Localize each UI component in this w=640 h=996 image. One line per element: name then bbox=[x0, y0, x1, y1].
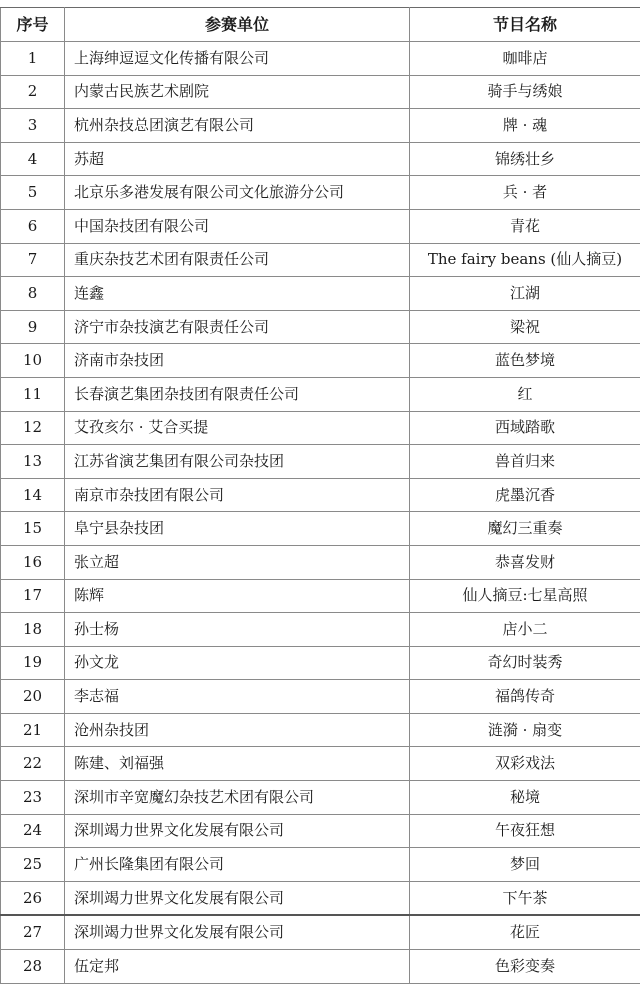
row-program: 涟漪 · 扇变 bbox=[410, 713, 640, 747]
row-program: 秘境 bbox=[410, 781, 640, 815]
table-body bbox=[1, 42, 640, 984]
row-unit: 李志福 bbox=[65, 680, 410, 714]
row-unit: 深圳竭力世界文化发展有限公司 bbox=[65, 881, 410, 915]
row-unit: 深圳竭力世界文化发展有限公司 bbox=[65, 814, 410, 848]
row-number: 5 bbox=[1, 176, 65, 210]
row-program: The fairy beans (仙人摘豆) bbox=[410, 243, 640, 277]
row-program: 恭喜发财 bbox=[410, 545, 640, 579]
row-program: 色彩变奏 bbox=[410, 950, 640, 984]
row-number: 19 bbox=[1, 646, 65, 680]
row-unit: 杭州杂技总团演艺有限公司 bbox=[65, 109, 410, 143]
row-program: 牌 · 魂 bbox=[410, 109, 640, 143]
row-program: 咖啡店 bbox=[410, 42, 640, 76]
table-row bbox=[1, 109, 640, 143]
row-unit: 上海绅逗逗文化传播有限公司 bbox=[65, 42, 410, 76]
row-unit: 陈建、刘福强 bbox=[65, 747, 410, 781]
table-row bbox=[1, 613, 640, 647]
row-program: 锦绣壮乡 bbox=[410, 142, 640, 176]
row-number: 13 bbox=[1, 445, 65, 479]
table-row bbox=[1, 781, 640, 815]
row-program: 红 bbox=[410, 377, 640, 411]
table-row bbox=[1, 277, 640, 311]
header-unit: 参赛单位 bbox=[65, 8, 410, 42]
row-unit: 孙文龙 bbox=[65, 646, 410, 680]
row-unit: 济南市杂技团 bbox=[65, 344, 410, 378]
row-unit: 沧州杂技团 bbox=[65, 713, 410, 747]
row-number: 22 bbox=[1, 747, 65, 781]
table-row bbox=[1, 747, 640, 781]
row-program: 虎墨沉香 bbox=[410, 478, 640, 512]
row-program: 骑手与绣娘 bbox=[410, 75, 640, 109]
table-row bbox=[1, 75, 640, 109]
row-program: 午夜狂想 bbox=[410, 814, 640, 848]
row-number: 24 bbox=[1, 814, 65, 848]
row-number: 9 bbox=[1, 310, 65, 344]
row-program: 奇幻时装秀 bbox=[410, 646, 640, 680]
row-unit: 中国杂技团有限公司 bbox=[65, 209, 410, 243]
table-row bbox=[1, 209, 640, 243]
table-row bbox=[1, 310, 640, 344]
row-unit: 连鑫 bbox=[65, 277, 410, 311]
row-program: 店小二 bbox=[410, 613, 640, 647]
row-unit: 艾孜亥尔 · 艾合买提 bbox=[65, 411, 410, 445]
row-number: 7 bbox=[1, 243, 65, 277]
row-unit: 深圳竭力世界文化发展有限公司 bbox=[65, 915, 410, 949]
row-unit: 阜宁县杂技团 bbox=[65, 512, 410, 546]
row-unit: 苏超 bbox=[65, 142, 410, 176]
row-unit: 北京乐多港发展有限公司文化旅游分公司 bbox=[65, 176, 410, 210]
row-program: 双彩戏法 bbox=[410, 747, 640, 781]
table-row bbox=[1, 814, 640, 848]
row-program: 兵 · 者 bbox=[410, 176, 640, 210]
row-number: 15 bbox=[1, 512, 65, 546]
table-row bbox=[1, 445, 640, 479]
table-row bbox=[1, 545, 640, 579]
table-row bbox=[1, 411, 640, 445]
table-row bbox=[1, 950, 640, 984]
row-unit: 伍定邦 bbox=[65, 950, 410, 984]
table-row bbox=[1, 142, 640, 176]
row-number: 28 bbox=[1, 950, 65, 984]
row-program: 青花 bbox=[410, 209, 640, 243]
row-program: 梁祝 bbox=[410, 310, 640, 344]
table-row bbox=[1, 579, 640, 613]
table-row bbox=[1, 848, 640, 882]
row-number: 18 bbox=[1, 613, 65, 647]
row-unit: 孙士杨 bbox=[65, 613, 410, 647]
table-row bbox=[1, 478, 640, 512]
row-unit: 江苏省演艺集团有限公司杂技团 bbox=[65, 445, 410, 479]
row-program: 兽首归来 bbox=[410, 445, 640, 479]
row-unit: 深圳市辛宽魔幻杂技艺术团有限公司 bbox=[65, 781, 410, 815]
row-number: 10 bbox=[1, 344, 65, 378]
row-number: 20 bbox=[1, 680, 65, 714]
row-unit: 内蒙古民族艺术剧院 bbox=[65, 75, 410, 109]
row-program: 福鸽传奇 bbox=[410, 680, 640, 714]
row-number: 23 bbox=[1, 781, 65, 815]
row-program: 梦回 bbox=[410, 848, 640, 882]
row-number: 4 bbox=[1, 142, 65, 176]
row-unit: 南京市杂技团有限公司 bbox=[65, 478, 410, 512]
row-number: 17 bbox=[1, 579, 65, 613]
row-number: 16 bbox=[1, 545, 65, 579]
row-number: 3 bbox=[1, 109, 65, 143]
row-program: 花匠 bbox=[410, 915, 640, 949]
row-program: 仙人摘豆:七星高照 bbox=[410, 579, 640, 613]
row-unit: 重庆杂技艺术团有限责任公司 bbox=[65, 243, 410, 277]
row-number: 25 bbox=[1, 848, 65, 882]
row-number: 6 bbox=[1, 209, 65, 243]
table-header-row bbox=[1, 8, 640, 42]
row-unit: 长春演艺集团杂技团有限责任公司 bbox=[65, 377, 410, 411]
row-program: 江湖 bbox=[410, 277, 640, 311]
row-number: 2 bbox=[1, 75, 65, 109]
row-number: 12 bbox=[1, 411, 65, 445]
row-number: 1 bbox=[1, 42, 65, 76]
table-row bbox=[1, 881, 640, 915]
row-number: 14 bbox=[1, 478, 65, 512]
row-unit: 张立超 bbox=[65, 545, 410, 579]
table-row bbox=[1, 42, 640, 76]
header-program: 节目名称 bbox=[410, 8, 640, 42]
table-row bbox=[1, 915, 640, 949]
row-number: 26 bbox=[1, 881, 65, 915]
row-number: 21 bbox=[1, 713, 65, 747]
table-row bbox=[1, 713, 640, 747]
table-row bbox=[1, 512, 640, 546]
table-row bbox=[1, 377, 640, 411]
row-number: 27 bbox=[1, 915, 65, 949]
table-row bbox=[1, 344, 640, 378]
row-program: 西域踏歌 bbox=[410, 411, 640, 445]
header-no: 序号 bbox=[1, 8, 65, 42]
row-number: 11 bbox=[1, 377, 65, 411]
table-row bbox=[1, 680, 640, 714]
table-row bbox=[1, 176, 640, 210]
row-program: 下午茶 bbox=[410, 881, 640, 915]
table-row bbox=[1, 646, 640, 680]
row-program: 蓝色梦境 bbox=[410, 344, 640, 378]
program-table bbox=[0, 7, 640, 984]
table-row bbox=[1, 243, 640, 277]
row-unit: 广州长隆集团有限公司 bbox=[65, 848, 410, 882]
row-number: 8 bbox=[1, 277, 65, 311]
row-unit: 济宁市杂技演艺有限责任公司 bbox=[65, 310, 410, 344]
row-program: 魔幻三重奏 bbox=[410, 512, 640, 546]
row-unit: 陈辉 bbox=[65, 579, 410, 613]
